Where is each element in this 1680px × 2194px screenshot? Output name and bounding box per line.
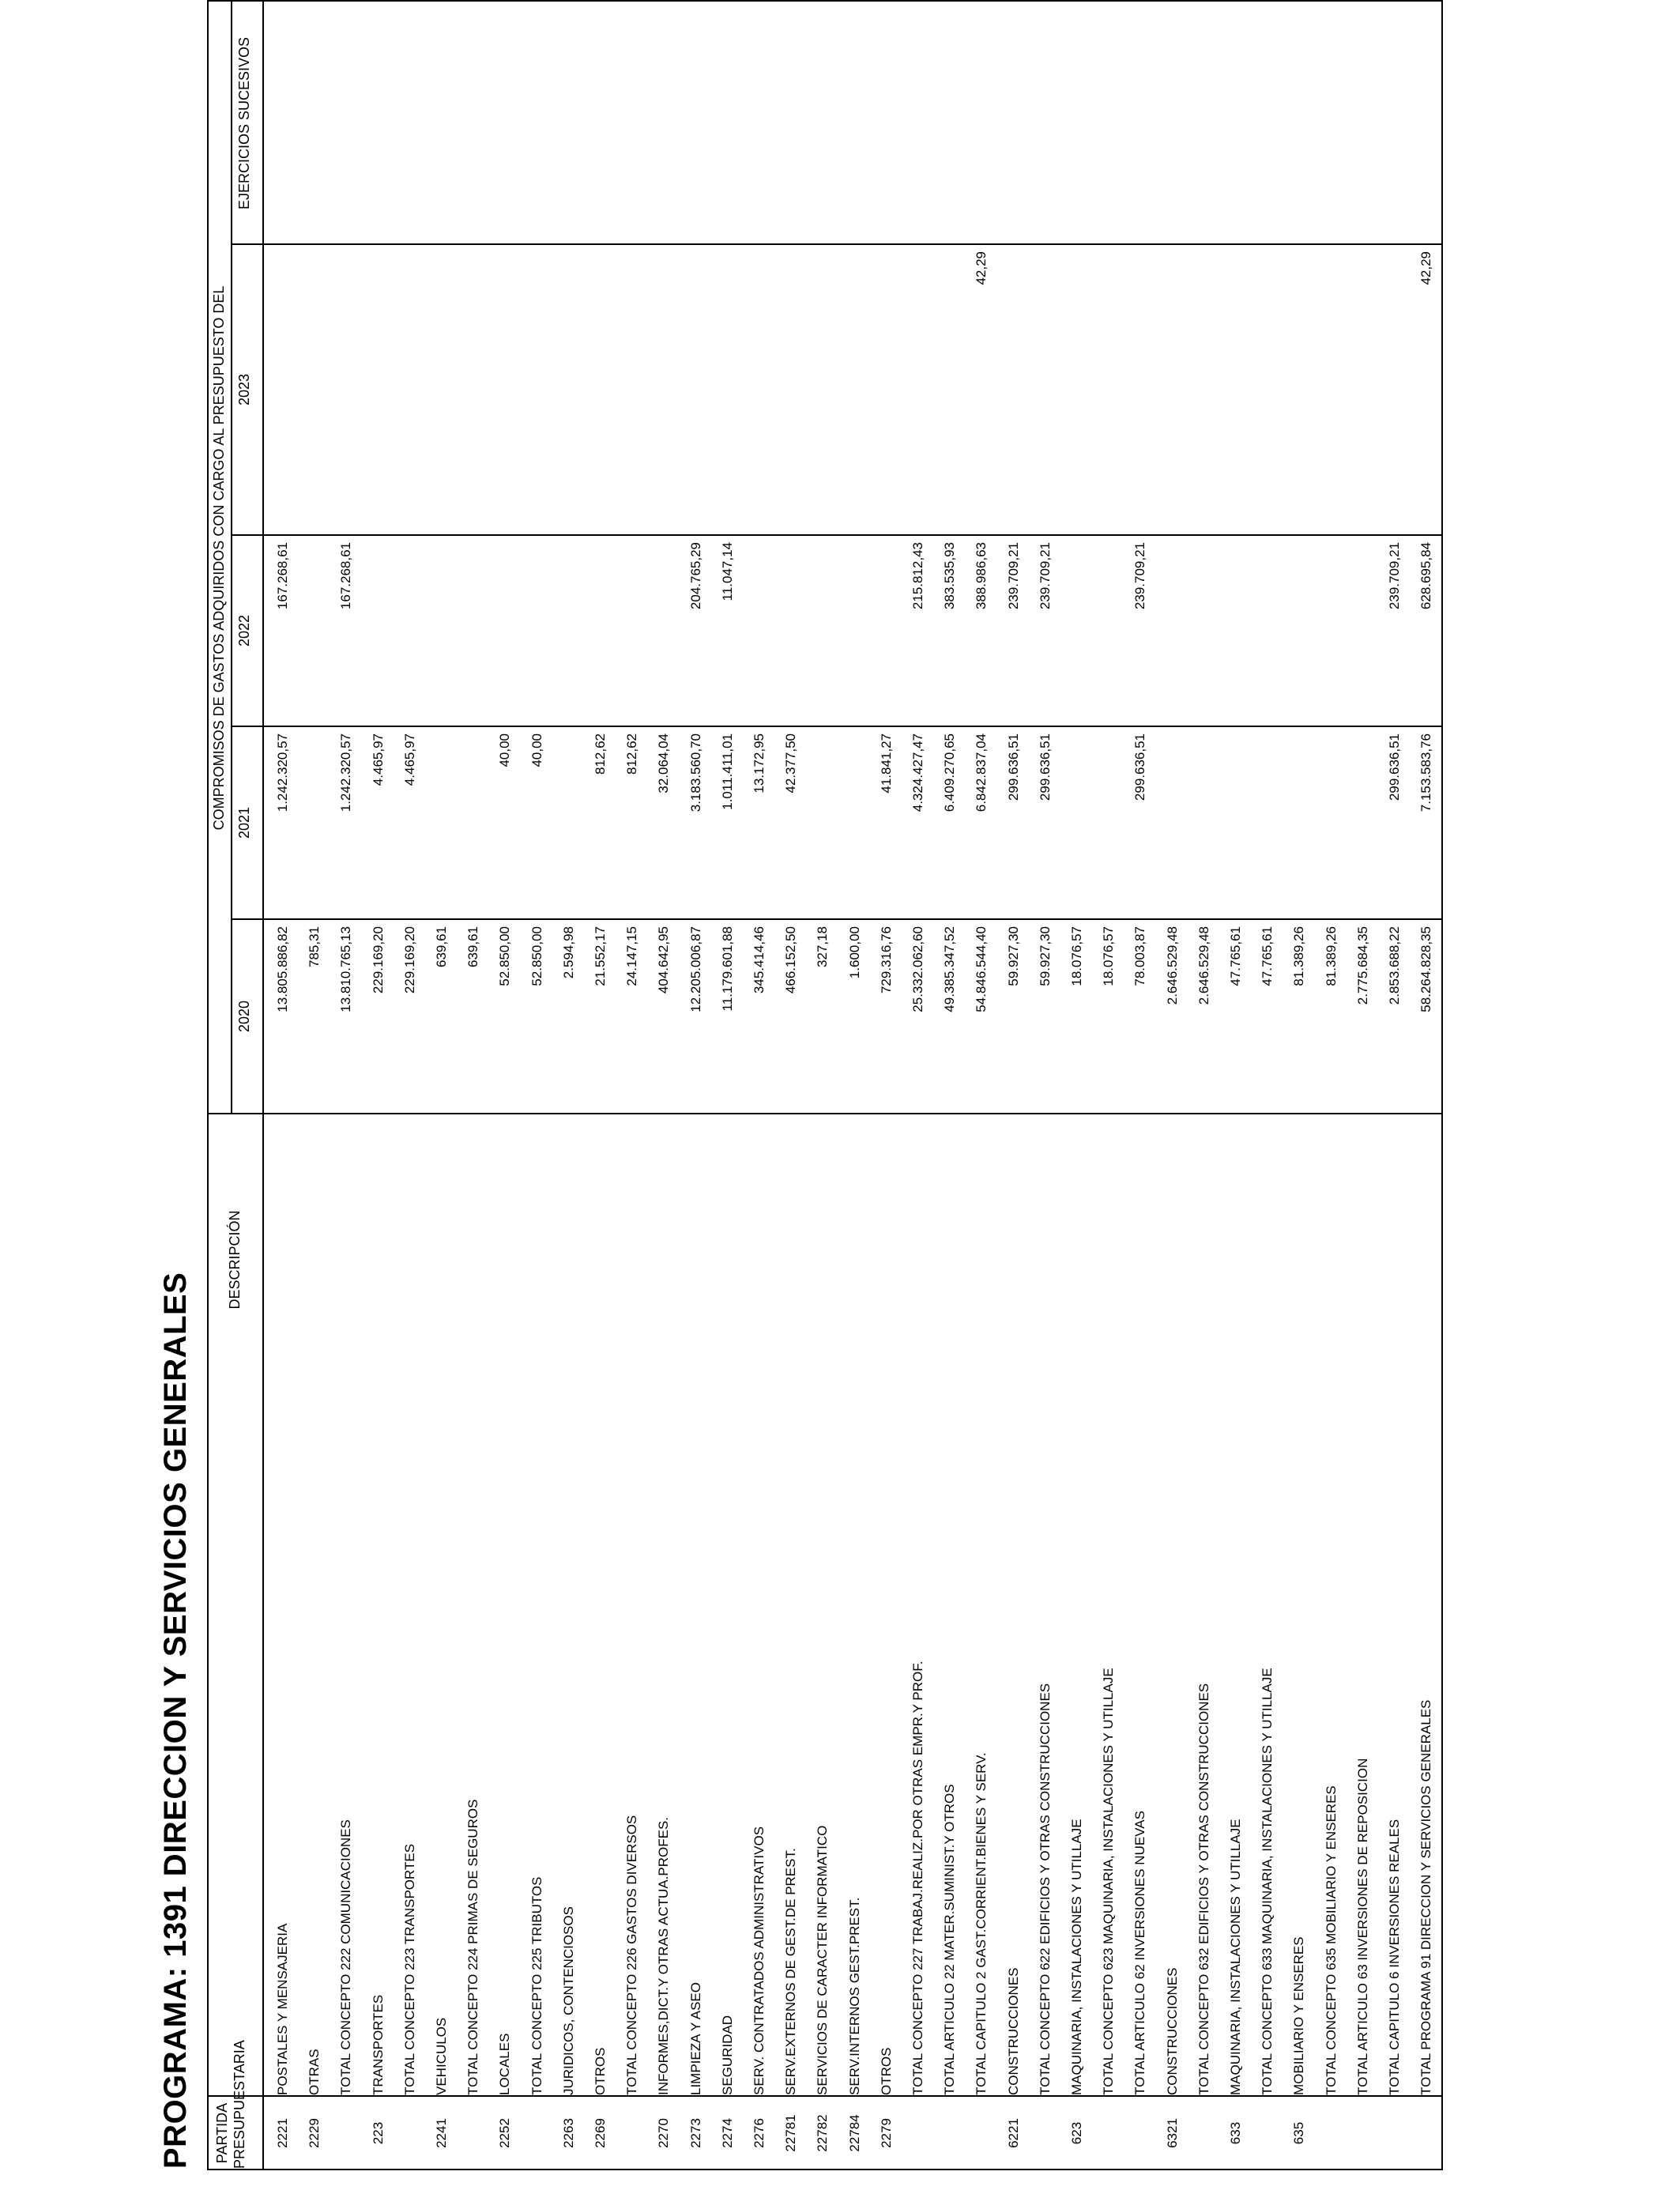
- table-row: [264, 0, 296, 2169]
- cell-desc: TOTAL CONCEPTO 223 TRANSPORTES: [401, 1843, 417, 2095]
- cell-desc: TOTAL ARTICULO 62 INVERSIONES NUEVAS: [1132, 1811, 1148, 2095]
- cell-v2020: 59.927,30: [1005, 926, 1021, 986]
- cell-desc: CONSTRUCCIONES: [1005, 1967, 1021, 2095]
- header-descripcion: DESCRIPCIÓN: [227, 1210, 243, 1310]
- table-row: [1185, 0, 1217, 2169]
- cell-code: 22781: [783, 2114, 799, 2152]
- cell-code: 223: [370, 2121, 386, 2145]
- cell-v2020: 21.552,17: [593, 926, 608, 986]
- cell-v2020: 11.179.601,88: [719, 926, 735, 1012]
- cell-code: 2273: [687, 2118, 703, 2148]
- cell-v2022: 11.047,14: [719, 542, 735, 601]
- cell-v2021: 40,00: [497, 733, 513, 767]
- table-row: [772, 0, 804, 2169]
- table-row: [1376, 0, 1407, 2169]
- table-row: [677, 0, 709, 2169]
- cell-code: 2229: [307, 2118, 322, 2148]
- table-row: [1280, 0, 1312, 2169]
- cell-v2021: 812,62: [593, 733, 608, 775]
- cell-v2022: 628.695,84: [1418, 542, 1434, 610]
- cell-desc: TOTAL CONCEPTO 222 COMUNICACIONES: [338, 1819, 354, 2095]
- cell-desc: TOTAL PROGRAMA 91 DIRECCION Y SERVICIOS GENERALES: [1418, 1699, 1434, 2095]
- cell-v2020: 2.853.688,22: [1387, 926, 1402, 1005]
- header-year-2022: 2022: [236, 614, 252, 647]
- cell-v2020: 2.646.529,48: [1164, 926, 1180, 1005]
- cell-code: 22782: [815, 2114, 831, 2152]
- cell-code: 2279: [878, 2118, 894, 2148]
- table-row: [1058, 0, 1090, 2169]
- cell-v2022: 239.709,21: [1132, 542, 1148, 610]
- cell-v2021: 6.842.837,04: [974, 733, 989, 812]
- table-row: [486, 0, 518, 2169]
- cell-desc: TOTAL CAPITULO 6 INVERSIONES REALES: [1387, 1819, 1402, 2095]
- cell-v2021: 1.011.411,01: [719, 733, 735, 810]
- cell-v2020: 229.169,20: [370, 926, 386, 994]
- table-row: [1249, 0, 1280, 2169]
- cell-desc: SERV. CONTRATADOS ADMINISTRATIVOS: [751, 1826, 767, 2095]
- cell-desc: LIMPIEZA Y ASEO: [687, 1982, 703, 2095]
- cell-v2020: 47.765,61: [1228, 926, 1243, 986]
- cell-v2020: 1.600,00: [846, 926, 862, 979]
- cell-desc: TOTAL CONCEPTO 226 GASTOS DIVERSOS: [624, 1815, 640, 2095]
- table-row: [962, 0, 994, 2169]
- cell-v2022: 388.986,63: [974, 542, 989, 610]
- cell-v2020: 404.642,95: [656, 926, 672, 994]
- table-row: [645, 0, 676, 2169]
- cell-v2021: 299.636,51: [1387, 733, 1402, 801]
- table-row: [582, 0, 613, 2169]
- cell-code: 2269: [593, 2118, 608, 2148]
- table-row: [1121, 0, 1153, 2169]
- cell-desc: TOTAL CONCEPTO 622 EDIFICIOS Y OTRAS CONSTRUCCIONES: [1037, 1683, 1053, 2095]
- page-title: PROGRAMA: 1391 DIRECCION Y SERVICIOS GENERALES: [158, 1272, 193, 2169]
- table-row: [391, 0, 423, 2169]
- cell-code: 22784: [846, 2114, 862, 2152]
- cell-v2021: 299.636,51: [1132, 733, 1148, 801]
- cell-v2020: 18.076,57: [1069, 926, 1084, 986]
- cell-desc: OTROS: [593, 2047, 608, 2095]
- table-row: [804, 0, 835, 2169]
- cell-desc: MAQUINARIA, INSTALACIONES Y UTILLAJE: [1228, 1819, 1243, 2095]
- header-partida: PARTIDA PRESUPUESTARIA: [214, 2040, 247, 2169]
- cell-desc: POSTALES Y MENSAJERIA: [275, 1923, 290, 2095]
- table-row: [1090, 0, 1121, 2169]
- cell-v2021: 42.377,50: [783, 733, 799, 794]
- cell-desc: TOTAL CONCEPTO 633 MAQUINARIA, INSTALACIONES Y UTILLAJE: [1260, 1668, 1275, 2095]
- table-row: [899, 0, 931, 2169]
- table-row: [360, 0, 391, 2169]
- cell-desc: OTROS: [878, 2047, 894, 2095]
- cell-code: 2276: [751, 2118, 767, 2148]
- cell-code: 2252: [497, 2118, 513, 2148]
- cell-desc: TRANSPORTES: [370, 1994, 386, 2095]
- header-year-2021: 2021: [236, 806, 252, 839]
- cell-v2023: 42,29: [974, 251, 989, 285]
- cell-desc: SERV.EXTERNOS DE GEST.DE PREST.: [783, 1848, 799, 2095]
- cell-v2020: 2.646.529,48: [1196, 926, 1211, 1005]
- cell-desc: TOTAL CAPITULO 2 GAST.CORRIENT.BIENES Y SERV.: [974, 1752, 989, 2095]
- cell-desc: SEGURIDAD: [719, 2015, 735, 2095]
- cell-desc: CONSTRUCCIONES: [1164, 1967, 1180, 2095]
- cell-v2020: 49.385.347,52: [942, 926, 958, 1012]
- cell-desc: TOTAL CONCEPTO 224 PRIMAS DE SEGUROS: [465, 1799, 481, 2095]
- cell-v2020: 345.414,46: [751, 926, 767, 994]
- table-row: [740, 0, 772, 2169]
- header-ejercicios-sucesivos: EJERCICIOS SUCESIVOS: [236, 36, 252, 210]
- table-row: [1154, 0, 1185, 2169]
- cell-desc: SERVICIOS DE CARACTER INFORMATICO: [815, 1825, 831, 2095]
- cell-v2020: 18.076,57: [1101, 926, 1117, 986]
- cell-v2020: 59.927,30: [1037, 926, 1053, 986]
- cell-v2022: 215.812,43: [910, 542, 925, 610]
- budget-table: [207, 0, 1443, 2170]
- cell-code: 623: [1069, 2121, 1084, 2145]
- cell-v2020: 327,18: [815, 926, 831, 967]
- table-row: [995, 0, 1026, 2169]
- table-row: [1407, 0, 1439, 2169]
- table-row: [518, 0, 550, 2169]
- cell-v2020: 639,61: [434, 926, 449, 967]
- cell-desc: TOTAL ARTICULO 22 MATER.SUMINIST.Y OTROS: [942, 1784, 958, 2095]
- cell-v2020: 229.169,20: [401, 926, 417, 994]
- cell-v2021: 6.409.270,65: [942, 733, 958, 812]
- cell-desc: SERV.INTERNOS GEST.PREST.: [846, 1897, 862, 2095]
- header-compromisos: COMPROMISOS DE GASTOS ADQUIRIDOS CON CARGO AL PRESUPUESTO DEL: [211, 285, 227, 831]
- cell-desc: TOTAL ARTICULO 63 INVERSIONES DE REPOSICION: [1354, 1758, 1370, 2095]
- cell-v2021: 40,00: [529, 733, 544, 767]
- table-row: [1344, 0, 1376, 2169]
- cell-v2020: 24.147,15: [624, 926, 640, 986]
- cell-v2020: 81.389,26: [1291, 926, 1307, 986]
- table-row: [1026, 0, 1058, 2169]
- table-row: [327, 0, 359, 2169]
- table-row: [613, 0, 645, 2169]
- cell-v2020: 25.332.062,60: [910, 926, 925, 1012]
- table-row: [423, 0, 454, 2169]
- cell-v2021: 299.636,51: [1037, 733, 1053, 801]
- cell-v2021: 7.153.583,76: [1418, 733, 1434, 812]
- cell-desc: MOBILIARIO Y ENSERES: [1291, 1936, 1307, 2095]
- cell-code: 6221: [1005, 2118, 1021, 2148]
- table-row: [296, 0, 327, 2169]
- cell-v2021: 4.465,97: [370, 733, 386, 786]
- cell-v2020: 2.594,98: [560, 926, 576, 979]
- cell-v2021: 32.064,04: [656, 733, 672, 794]
- cell-desc: OTRAS: [307, 2049, 322, 2095]
- cell-v2020: 52.850,00: [497, 926, 513, 986]
- cell-v2020: 13.805.886,82: [275, 926, 290, 1012]
- cell-v2020: 47.765,61: [1260, 926, 1275, 986]
- cell-code: 2274: [719, 2118, 735, 2148]
- cell-desc: VEHICULOS: [434, 2017, 449, 2095]
- cell-code: 6321: [1164, 2118, 1180, 2148]
- cell-v2021: 299.636,51: [1005, 733, 1021, 801]
- cell-desc: TOTAL CONCEPTO 225 TRIBUTOS: [529, 1876, 544, 2095]
- cell-code: 633: [1228, 2121, 1243, 2145]
- cell-v2021: 4.324.427,47: [910, 733, 925, 812]
- table-row: [1217, 0, 1249, 2169]
- cell-v2021: 812,62: [624, 733, 640, 775]
- cell-v2021: 4.465,97: [401, 733, 417, 786]
- cell-desc: TOTAL CONCEPTO 227 TRABAJ.REALIZ.POR OTRAS EMPR.Y PROF.: [910, 1661, 925, 2095]
- header-year-2020: 2020: [236, 1000, 252, 1033]
- cell-v2020: 81.389,26: [1323, 926, 1339, 986]
- cell-v2020: 466.152,50: [783, 926, 799, 994]
- cell-v2020: 785,31: [307, 926, 322, 967]
- cell-v2020: 54.846.544,40: [974, 926, 989, 1012]
- cell-v2020: 2.775.684,35: [1354, 926, 1370, 1005]
- cell-desc: TOTAL CONCEPTO 635 MOBILIARIO Y ENSERES: [1323, 1785, 1339, 2095]
- cell-v2021: 13.172,95: [751, 733, 767, 794]
- header-year-2023: 2023: [236, 373, 252, 406]
- compromisos-separator: [231, 0, 232, 1114]
- cell-v2022: 383.535,93: [942, 542, 958, 610]
- table-row: [1313, 0, 1344, 2169]
- cell-v2021: 1.242.320,57: [338, 733, 354, 812]
- cell-v2020: 78.003,87: [1132, 926, 1148, 986]
- cell-desc: JURIDICOS, CONTENCIOSOS: [560, 1906, 576, 2095]
- table-row: [931, 0, 962, 2169]
- cell-v2022: 204.765,29: [687, 542, 703, 610]
- cell-v2023: 42,29: [1418, 251, 1434, 285]
- cell-v2022: 239.709,21: [1037, 542, 1053, 610]
- cell-v2021: 41.841,27: [878, 733, 894, 794]
- cell-desc: INFORMES,DICT.Y OTRAS ACTUA.PROFES.: [656, 1816, 672, 2095]
- cell-code: 2263: [560, 2118, 576, 2148]
- cell-v2022: 167.268,61: [338, 542, 354, 610]
- cell-v2020: 729.316,76: [878, 926, 894, 994]
- cell-code: 2270: [656, 2118, 672, 2148]
- cell-desc: LOCALES: [497, 2033, 513, 2095]
- cell-desc: TOTAL CONCEPTO 632 EDIFICIOS Y OTRAS CONSTRUCCIONES: [1196, 1683, 1211, 2095]
- cell-v2022: 239.709,21: [1387, 542, 1402, 610]
- cell-v2021: 3.183.560,70: [687, 733, 703, 812]
- table-row: [868, 0, 899, 2169]
- table-row: [709, 0, 740, 2169]
- cell-v2021: 1.242.320,57: [275, 733, 290, 812]
- cell-code: 635: [1291, 2121, 1307, 2145]
- cell-v2022: 167.268,61: [275, 542, 290, 610]
- cell-v2022: 239.709,21: [1005, 542, 1021, 610]
- cell-desc: TOTAL CONCEPTO 623 MAQUINARIA, INSTALACIONES Y UTILLAJE: [1101, 1668, 1117, 2095]
- table-row: [454, 0, 486, 2169]
- table-row: [836, 0, 868, 2169]
- cell-v2020: 13.810.765,13: [338, 926, 354, 1012]
- cell-code: 2241: [434, 2118, 449, 2148]
- table-row: [550, 0, 582, 2169]
- cell-v2020: 639,61: [465, 926, 481, 967]
- cell-v2020: 12.205.006,87: [687, 926, 703, 1012]
- cell-v2020: 52.850,00: [529, 926, 544, 986]
- cell-code: 2221: [275, 2118, 290, 2148]
- cell-desc: MAQUINARIA, INSTALACIONES Y UTILLAJE: [1069, 1819, 1084, 2095]
- cell-v2020: 58.264.828,35: [1418, 926, 1434, 1012]
